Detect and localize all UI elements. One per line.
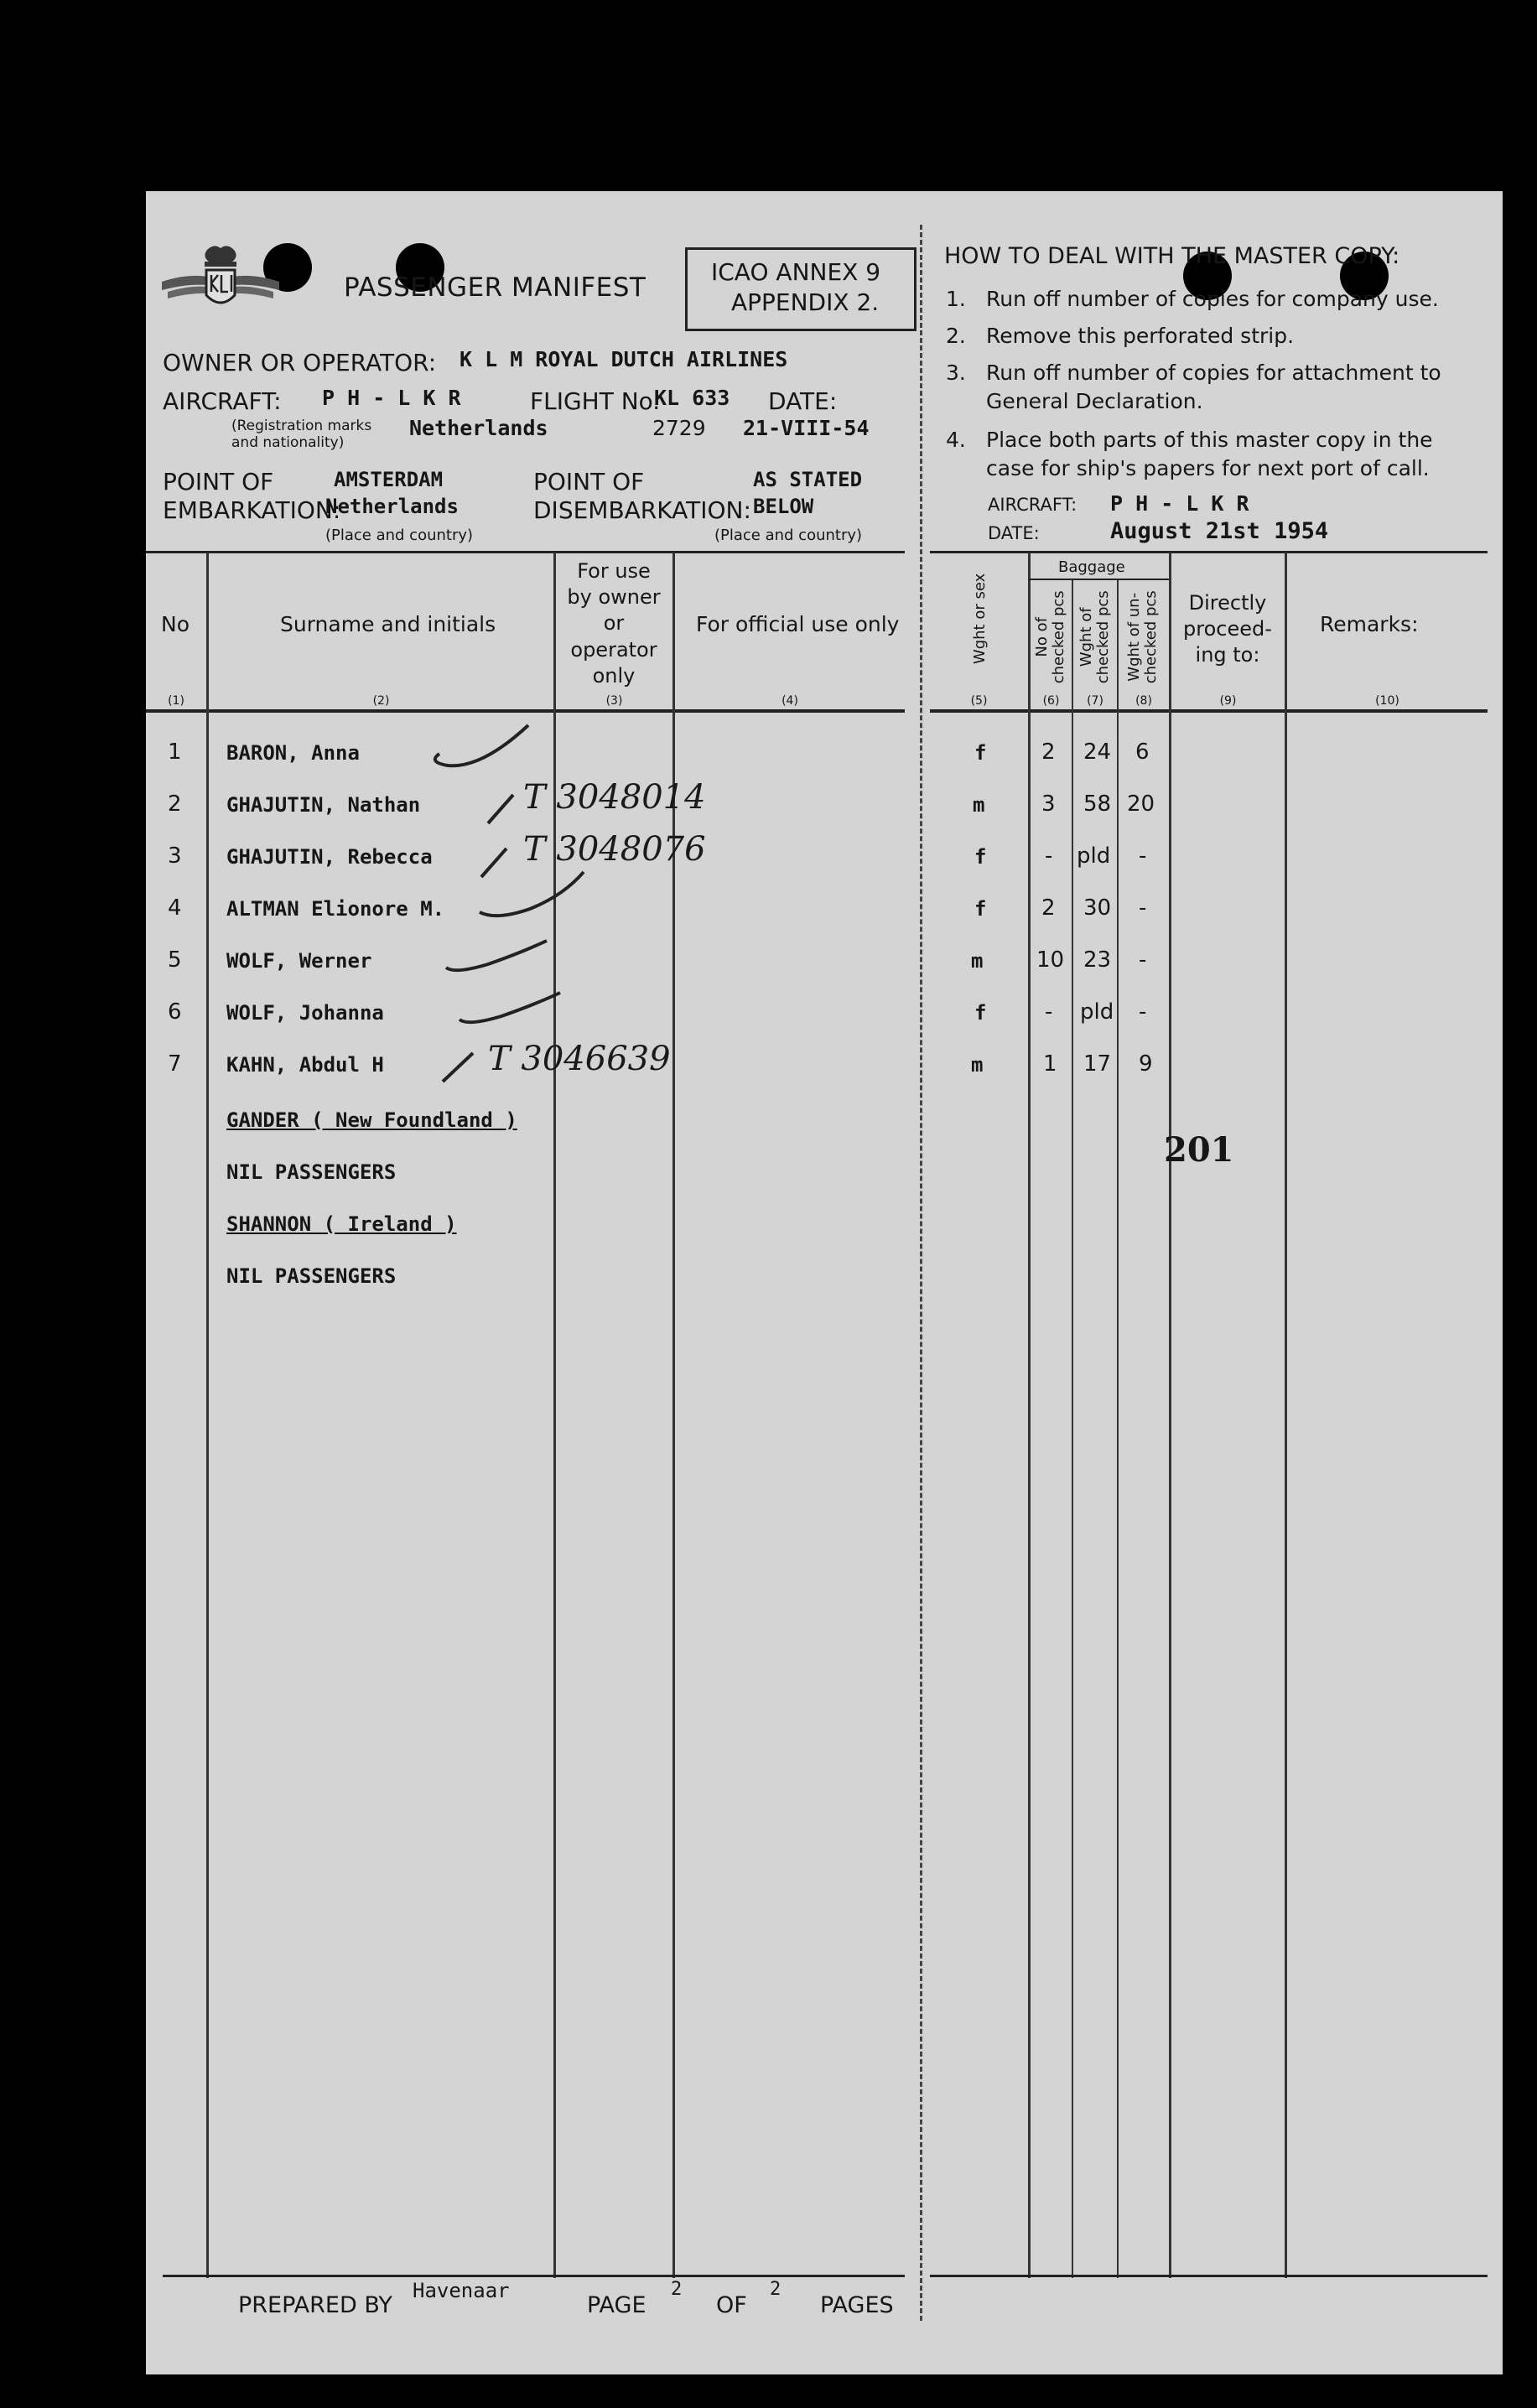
- col-number: (2): [372, 694, 390, 708]
- instr-aircraft-value: P H - L K R: [1110, 491, 1249, 516]
- checked-wt: 58: [1083, 791, 1112, 817]
- date-value: 21-VIII-54: [743, 416, 870, 440]
- stamp-number: 201: [1164, 1130, 1234, 1170]
- column-rule: [1028, 553, 1031, 2278]
- embark-label: EMBARKATION:: [163, 496, 341, 524]
- checked-wt: 30: [1083, 895, 1112, 921]
- prepared-value: Havenaar: [413, 2279, 510, 2302]
- stopover-note: NIL PASSENGERS: [226, 1264, 397, 1288]
- flight-extra: 2729: [652, 416, 706, 440]
- passenger-sex: m: [971, 949, 984, 973]
- disembark-value: BELOW: [753, 495, 814, 518]
- check-mark-icon: [436, 1046, 486, 1088]
- row-no: 6: [168, 999, 182, 1025]
- row-no: 3: [168, 843, 182, 869]
- passenger-name: WOLF, Werner: [226, 949, 372, 973]
- handwritten-note: T 3048076: [523, 830, 706, 869]
- baggage-rule: [1028, 579, 1169, 580]
- checked-pcs: -: [1045, 843, 1053, 869]
- klm-logo-icon: [158, 241, 283, 317]
- column-rule: [1169, 553, 1171, 2278]
- col-checked-pcs-heading: No of checked pcs: [1033, 590, 1067, 684]
- aircraft-value: P H - L K R: [322, 386, 461, 410]
- pages-label: PAGES: [820, 2292, 894, 2318]
- instruction-text: case for ship's papers for next port of call.: [986, 456, 1430, 480]
- col-remarks-heading: Remarks:: [1320, 612, 1419, 636]
- passenger-sex: f: [974, 1001, 987, 1025]
- unchecked-wt: -: [1139, 999, 1147, 1025]
- instruction-num: 4.: [946, 428, 966, 452]
- row-no: 4: [168, 895, 182, 921]
- instruction-text: Place both parts of this master copy in the: [986, 428, 1433, 452]
- handwritten-note: T 3048014: [523, 778, 706, 817]
- checked-pcs: 1: [1043, 1051, 1057, 1077]
- footer-rule: [930, 2275, 1488, 2277]
- row-no: 2: [168, 791, 182, 817]
- column-rule: [1285, 553, 1287, 2278]
- nationality-value: Netherlands: [409, 416, 548, 440]
- checked-wt: 23: [1083, 947, 1112, 973]
- prepared-label: PREPARED BY: [238, 2292, 392, 2318]
- row-no: 5: [168, 947, 182, 973]
- page-label: PAGE: [587, 2292, 646, 2318]
- instruction-text: General Declaration.: [986, 389, 1203, 413]
- instruction-text: Run off number of copies for attachment to: [986, 361, 1441, 385]
- form-title: PASSENGER MANIFEST: [344, 272, 646, 303]
- flight-label: FLIGHT No.: [530, 387, 661, 415]
- col-number: (8): [1135, 694, 1152, 708]
- instruction-num: 3.: [946, 361, 966, 385]
- passenger-sex: f: [974, 845, 987, 869]
- date-label: DATE:: [768, 387, 838, 415]
- col-number: (7): [1087, 694, 1103, 708]
- col-baggage-heading: Baggage: [1058, 558, 1125, 576]
- passenger-name: WOLF, Johanna: [226, 1001, 384, 1025]
- check-mark-icon: [473, 862, 590, 929]
- check-mark-icon: [481, 788, 532, 830]
- unchecked-wt: -: [1139, 843, 1147, 869]
- aircraft-label: AIRCRAFT:: [163, 387, 282, 415]
- unchecked-wt: 6: [1135, 740, 1150, 765]
- disembark-note: (Place and country): [714, 527, 863, 544]
- col-number: (4): [781, 694, 798, 708]
- col-official-heading: For official use only: [696, 612, 900, 636]
- instruction-text: Run off number of copies for company use.: [986, 287, 1439, 311]
- passenger-name: ALTMAN Elionore M.: [226, 897, 445, 921]
- col-directly-heading: Directly proceed- ing to:: [1183, 591, 1272, 667]
- instr-aircraft-label: AIRCRAFT:: [988, 495, 1077, 515]
- icao-box: [685, 247, 916, 331]
- checked-pcs: 2: [1041, 895, 1056, 921]
- footer-rule: [163, 2275, 905, 2277]
- instruction-text: Remove this perforated strip.: [986, 324, 1295, 348]
- unchecked-wt: 9: [1139, 1051, 1153, 1077]
- owner-value: K L M ROYAL DUTCH AIRLINES: [460, 347, 788, 371]
- stopover-heading: GANDER ( New Foundland ): [226, 1108, 517, 1132]
- checked-pcs: 10: [1036, 947, 1065, 973]
- passenger-sex: f: [974, 741, 987, 765]
- passenger-name: GHAJUTIN, Nathan: [226, 793, 421, 817]
- disembark-label: DISEMBARKATION:: [533, 496, 751, 524]
- column-rule: [1072, 580, 1073, 2278]
- checked-pcs: 3: [1041, 791, 1056, 817]
- column-rule: [206, 553, 209, 2278]
- col-number: (3): [605, 694, 623, 708]
- stopover-note: NIL PASSENGERS: [226, 1160, 397, 1184]
- unchecked-wt: 20: [1127, 791, 1155, 817]
- row-no: 1: [168, 740, 182, 765]
- instruction-num: 1.: [946, 287, 966, 311]
- of-value: 2: [770, 2279, 781, 2300]
- embark-value: Netherlands: [325, 495, 459, 518]
- checked-wt: 24: [1083, 740, 1112, 765]
- instruction-num: 2.: [946, 324, 966, 348]
- manifest-sheet: [146, 191, 1503, 2374]
- passenger-name: KAHN, Abdul H: [226, 1053, 384, 1077]
- col-checked-wt-heading: Wght of checked pcs: [1077, 590, 1112, 684]
- table-top-rule: [930, 551, 1488, 553]
- col-no-heading: No: [161, 612, 190, 636]
- check-mark-icon: [423, 716, 540, 775]
- checked-wt: pld: [1077, 843, 1111, 869]
- passenger-name: BARON, Anna: [226, 741, 360, 765]
- instr-date-label: DATE:: [988, 523, 1040, 543]
- aircraft-note: and nationality): [231, 434, 345, 451]
- checked-wt: 17: [1083, 1051, 1112, 1077]
- header-bottom-rule: [146, 709, 905, 713]
- flight-value: KL 633: [654, 386, 730, 410]
- col-number: (6): [1042, 694, 1060, 708]
- col-number: (9): [1219, 694, 1237, 708]
- of-label: OF: [716, 2292, 747, 2318]
- handwritten-note: T 3046639: [488, 1040, 671, 1078]
- perforation-line: [920, 225, 922, 2321]
- unchecked-wt: -: [1139, 947, 1147, 973]
- col-surname-heading: Surname and initials: [280, 612, 496, 636]
- aircraft-note: (Registration marks: [231, 418, 372, 434]
- col-unchecked-heading: Wght of un- checked pcs: [1125, 590, 1160, 684]
- icao-annex: ICAO ANNEX 9: [711, 258, 881, 286]
- col-number: (10): [1375, 694, 1399, 708]
- owner-label: OWNER OR OPERATOR:: [163, 349, 437, 376]
- icao-appendix: APPENDIX 2.: [731, 288, 880, 316]
- check-mark-icon: [439, 931, 557, 981]
- passenger-sex: m: [973, 793, 985, 817]
- row-no: 7: [168, 1051, 182, 1077]
- column-rule: [1117, 580, 1119, 2278]
- col-number: (1): [168, 694, 184, 708]
- embark-label: POINT OF: [163, 468, 274, 496]
- passenger-name: GHAJUTIN, Rebecca: [226, 845, 433, 869]
- disembark-value: AS STATED: [753, 468, 863, 491]
- col-weight-sex-heading: Wght or sex: [971, 573, 989, 665]
- embark-value: AMSTERDAM: [334, 468, 444, 491]
- col-owner-heading: For use by owner or operator only: [567, 559, 661, 688]
- page-value: 2: [671, 2279, 683, 2300]
- header-bottom-rule: [930, 709, 1488, 713]
- instr-date-value: August 21st 1954: [1110, 518, 1329, 544]
- table-top-rule: [146, 551, 905, 553]
- embark-note: (Place and country): [325, 527, 474, 544]
- check-mark-icon: [453, 983, 570, 1033]
- instructions-title: HOW TO DEAL WITH THE MASTER COPY:: [944, 243, 1400, 269]
- col-number: (5): [970, 694, 988, 708]
- disembark-label: POINT OF: [533, 468, 645, 496]
- checked-pcs: -: [1045, 999, 1053, 1025]
- stopover-heading: SHANNON ( Ireland ): [226, 1212, 457, 1236]
- checked-pcs: 2: [1041, 740, 1056, 765]
- checked-wt: pld: [1080, 999, 1114, 1025]
- unchecked-wt: -: [1139, 895, 1147, 921]
- passenger-sex: m: [971, 1053, 984, 1077]
- passenger-sex: f: [974, 897, 987, 921]
